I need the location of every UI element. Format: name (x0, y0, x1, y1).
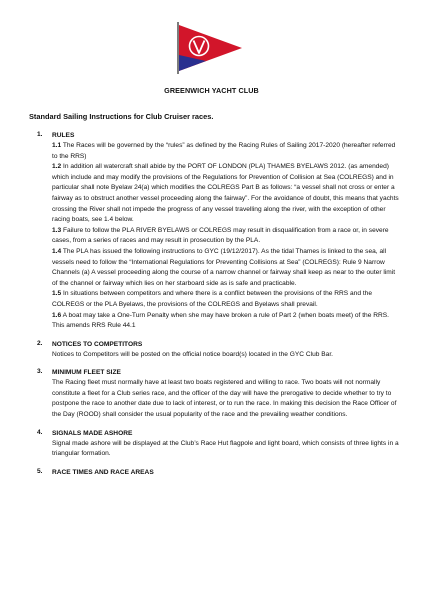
paragraph (52, 226, 401, 247)
paragraph (52, 247, 401, 289)
paragraph-text: Signal made ashore will be displayed at the Club’s Race Hut flagpole and light board, which consists of three lights in a triangular formation. (52, 439, 399, 458)
section-rules (29, 131, 401, 332)
paragraph-number: 1.4 (52, 247, 62, 255)
paragraph (52, 289, 401, 310)
section-heading: NOTICES TO COMPETITORS (52, 340, 143, 348)
section-number: 5. (37, 467, 43, 475)
paragraph-number: 1.3 (52, 226, 62, 234)
section-number: 1. (37, 131, 43, 138)
paragraph-text: Notices to Competitors will be posted on the official notice board(s) located in the GYC Club Bar. (52, 350, 333, 358)
paragraph (52, 141, 401, 162)
paragraph-text: The Races will be governed by the “rules” as defined by the Racing Rules of Sailing 2017-2020 (hereafter referred to the RRS) (52, 142, 396, 160)
paragraph (52, 311, 401, 332)
section-number: 3. (37, 368, 43, 376)
paragraph-text: The PLA has issued the following instructions to GYC (19/12/2017). As the tidal Thames is linked to the sea, all vessels need to follow the “International Regulations for Preventing Collisions at Sea” (COLREGS): Rule 9 Narrow Channels (a) A vessel proceeding along the course of a narrow channel or fairway shall keep as near to the outer limit of the channel or fairway which lies on her starboard side as is safe and practicable. (52, 247, 396, 287)
document-body (29, 112, 401, 478)
paragraph (52, 162, 401, 226)
section-heading: MINIMUM FLEET SIZE (52, 369, 121, 377)
paragraph-text: In addition all watercraft shall abide by the PORT OF LONDON (PLA) THAMES BYELAWS 2012. (as amended) which include and may modify the provisions of the Regulations for Prevention of Collision at Sea (COLREGS) and in particular shall note Byelaw 24(a) which modifies the COLREGS Part B as follows: “a vessel shall not cross or enter a fairway as to obstruct another vessel proceeding along the fairway”. For the avoidance of doubt, this means that yachts crossing the River shall not impede the progress of any vessel travelling along the river, with the exception of other racing boats, see 1.4 below. (52, 163, 399, 224)
club-burgee-logo (172, 22, 244, 74)
letterhead (0, 0, 423, 108)
section-heading: RACE TIMES AND RACE AREAS (52, 468, 154, 476)
section-heading: SIGNALS MADE ASHORE (52, 429, 133, 437)
club-name: GREENWICH YACHT CLUB (164, 86, 259, 95)
paragraph-text: A boat may take a One-Turn Penalty when she may have broken a rule of Part 2 (when boats meet) of the RRS. This amends RRS Rule 44.1 (52, 311, 389, 330)
paragraph-text: Failure to follow the PLA RIVER BYELAWS or COLREGS may result in disqualification from a race or, in severe cases, from a series of races and may result in prosecution by the PLA. (52, 226, 389, 245)
section-minimum-fleet-size (29, 368, 401, 420)
paragraph-number: 1.5 (52, 290, 62, 298)
section-number: 4. (37, 428, 43, 436)
document-title: Standard Sailing Instructions for Club Cruiser races. (29, 112, 214, 121)
paragraph-number: 1.1 (52, 142, 62, 149)
section-number: 2. (37, 339, 43, 347)
section-notices (29, 340, 401, 361)
paragraph-number: 1.6 (52, 311, 62, 319)
paragraph-text: In situations between competitors and where there is a conflict between the provisions of the RRS and the COLREGS or the PLA Byelaws, the provisions of the COLREGS and Byelaws shall prevail. (52, 290, 372, 308)
paragraph-number: 1.2 (52, 163, 62, 171)
section-heading: RULES (52, 132, 75, 139)
section-signals-ashore (29, 429, 401, 460)
paragraph-text: The Racing fleet must normally have at least two boats registered and willing to race. Two boats will not normally constitute a fleet for a Club series race, and the officer of the day will have the prerogative to decide whether to try to postpone the race to another date due to lack of interest, or to run the race. In making this decision the Race Officer of the Day (ROOD) shall consider the usual popularity of the race and the prevailing weather conditions. (52, 379, 397, 419)
section-race-times (29, 468, 401, 478)
